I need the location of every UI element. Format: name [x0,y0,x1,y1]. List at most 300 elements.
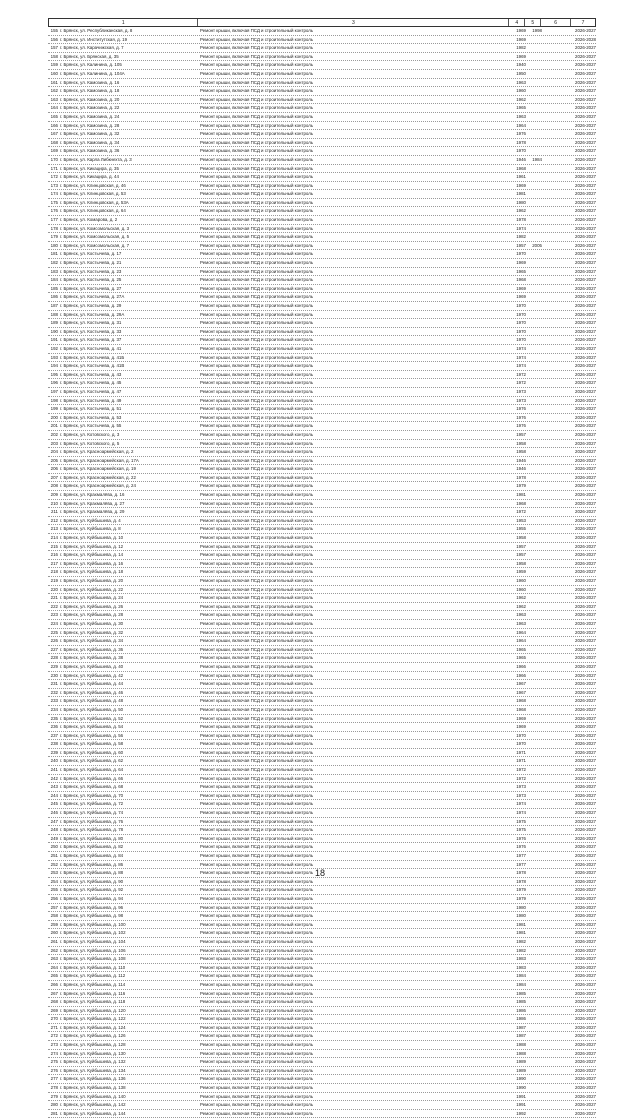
row-year-renovated [526,775,542,783]
row-work: Ремонт крыши, включая ПСД и строительный контроль [200,749,314,755]
row-address: г. Брянск, ул. Куйбышева, д. 134 [60,1067,126,1073]
row-year-built: 1967 [516,689,526,695]
row-work: Ремонт крыши, включая ПСД и строительный контроль [200,260,314,266]
row-year-built: 1992 [516,1110,526,1116]
row-year-renovated [526,990,542,998]
row-period: 2026-2027 [575,1024,596,1030]
row-year-built: 1968 [516,698,526,704]
row-year-renovated [526,508,542,516]
row-year-renovated [526,663,542,671]
row-year-built: 1970 [516,741,526,747]
table-row [48,715,596,724]
row-work: Ремонт крыши, включая ПСД и строительный контроль [200,569,314,575]
row-year-renovated: 1998 [532,28,542,33]
row-year-renovated [526,345,542,353]
row-period: 2026-2027 [575,543,596,549]
row-address: г. Брянск, ул. Калинина, д. 105 [60,62,122,68]
row-work: Ремонт крыши, включая ПСД и строительный контроль [200,629,314,635]
table-row [48,697,596,706]
table-row [48,886,596,895]
row-address: г. Брянск, ул. Красноармейская, д. 2 [60,449,134,455]
row-number: 247 [50,818,58,824]
row-year-built: 1980 [516,904,526,910]
row-number: 176 [50,208,58,214]
table-row [48,826,596,835]
row-year-built: 1964 [516,638,526,644]
row-period: 2026-2027 [575,28,596,33]
row-period: 2026-2027 [575,827,596,833]
table-row [48,431,596,440]
row-year-renovated [526,431,542,439]
row-address: г. Брянск, ул. Куйбышева, д. 32 [60,629,124,635]
row-period: 2026-2027 [575,260,596,266]
table-row [48,293,596,302]
row-year-renovated [526,586,542,594]
row-year-built: 1979 [516,895,526,901]
row-work: Ремонт крыши, включая ПСД и строительный контроль [200,595,314,601]
row-period: 2026-2027 [575,732,596,738]
row-number: 218 [50,569,58,575]
row-address: г. Брянск, ул. Клинцовская, д. 64 [60,208,126,214]
row-year-built: 1989 [516,1067,526,1073]
row-address: г. Брянск, ул. Костычева, д. 17 [60,251,122,257]
row-number: 209 [50,492,58,498]
row-address: г. Брянск, ул. Куйбышева, д. 100 [60,921,126,927]
row-address: г. Брянск, ул. Камозина, д. 24 [60,113,120,119]
row-period: 2026-2027 [575,603,596,609]
row-number: 191 [50,337,58,343]
row-year-renovated [526,285,542,293]
row-period: 2026-2027 [575,1016,596,1022]
table-row [48,706,596,715]
row-year-renovated: 1984 [532,156,542,162]
row-work: Ремонт крыши, включая ПСД и строительный контроль [200,895,314,901]
row-year-renovated [526,448,542,456]
header-col-4: 4 [509,19,525,26]
row-address: г. Брянск, ул. Куйбышева, д. 36 [60,646,124,652]
row-work: Ремонт крыши, включая ПСД и строительный контроль [200,165,314,171]
row-year-renovated [526,886,542,894]
table-row [48,362,596,371]
row-work: Ремонт крыши, включая ПСД и строительный контроль [200,698,314,704]
row-work: Ремонт крыши, включая ПСД и строительный контроль [200,1007,314,1013]
row-address: г. Брянск, ул. Костычева, д. 33 [60,328,122,334]
row-work: Ремонт крыши, включая ПСД и строительный контроль [200,1050,314,1056]
row-year-built: 1969 [516,53,526,59]
table-row [48,938,596,947]
row-number: 236 [50,724,58,730]
row-year-renovated [526,199,542,207]
row-year-renovated [526,53,542,61]
table-row [48,835,596,844]
row-period: 2026-2027 [575,139,596,145]
row-address: г. Брянск, ул. Куйбышева, д. 124 [60,1024,126,1030]
row-work: Ремонт крыши, включая ПСД и строительный контроль [200,139,314,145]
row-year-built: 1964 [516,122,526,128]
row-period: 2026-2027 [575,1085,596,1091]
row-year-built: 1968 [516,500,526,506]
row-year-renovated [526,70,542,78]
row-number: 245 [50,801,58,807]
row-address: г. Брянск, ул. Республиканская, д. 8 [60,28,133,33]
row-period: 2026-2027 [575,870,596,876]
row-period: 2026-2027 [575,165,596,171]
row-number: 277 [50,1076,58,1082]
row-period: 2026-2027 [575,964,596,970]
row-work: Ремонт крыши, включая ПСД и строительный контроль [200,79,314,85]
row-period: 2026-2028 [575,36,596,42]
row-period: 2026-2027 [575,45,596,51]
row-period: 2026-2027 [575,53,596,59]
row-number: 200 [50,414,58,420]
table-row [48,680,596,689]
row-work: Ремонт крыши, включая ПСД и строительный контроль [200,646,314,652]
table-row [48,70,596,79]
table-row [48,122,596,131]
table-row [48,689,596,698]
row-year-renovated [526,1015,542,1023]
row-address: г. Брянск, ул. Куйбышева, д. 10 [60,535,124,541]
row-address: г. Брянск, ул. Костычева, д. 51 [60,406,122,412]
table-row [48,147,596,156]
row-period: 2026-2027 [575,70,596,76]
row-period: 2026-2027 [575,182,596,188]
row-number: 268 [50,999,58,1005]
row-work: Ремонт крыши, включая ПСД и строительный контроль [200,440,314,446]
row-address: г. Брянск, ул. Красноармейская, д. 17А [60,457,139,463]
row-number: 217 [50,560,58,566]
table-row [48,929,596,938]
row-year-built: 1970 [516,732,526,738]
table-row [48,818,596,827]
table-row [48,998,596,1007]
row-year-renovated [526,147,542,155]
row-year-built: 1970 [516,311,526,317]
table-row [48,79,596,88]
row-number: 216 [50,552,58,558]
row-year-renovated [526,113,542,121]
row-work: Ремонт крыши, включая ПСД и строительный контроль [200,638,314,644]
row-address: г. Брянск, ул. Комсомольская, д. 5 [60,234,130,240]
row-work: Ремонт крыши, включая ПСД и строительный контроль [200,225,314,231]
row-year-built: 1981 [516,930,526,936]
row-period: 2026-2027 [575,414,596,420]
row-year-built: 1986 [516,1007,526,1013]
row-number: 204 [50,449,58,455]
row-work: Ремонт крыши, включая ПСД и строительный контроль [200,208,314,214]
row-address: г. Брянск, ул. Костычева, д. 41 [60,345,122,351]
row-address: г. Брянск, ул. Куйбышева, д. 122 [60,1016,126,1022]
row-work: Ремонт крыши, включая ПСД и строительный контроль [200,217,314,223]
row-number: 234 [50,706,58,712]
row-number: 202 [50,431,58,437]
row-number: 197 [50,388,58,394]
row-year-built: 1969 [516,28,526,33]
table-row [48,276,596,285]
table-row [48,182,596,191]
row-work: Ремонт крыши, включая ПСД и строительный контроль [200,62,314,68]
row-address: г. Брянск, ул. Куйбышева, д. 104 [60,938,126,944]
row-period: 2026-2027 [575,663,596,669]
row-year-built: 1978 [516,474,526,480]
row-year-renovated [526,629,542,637]
row-year-renovated [526,362,542,370]
row-year-built: 1990 [516,1076,526,1082]
row-number: 266 [50,981,58,987]
row-address: г. Брянск, ул. Куйбышева, д. 26 [60,603,124,609]
table-row [48,964,596,973]
row-year-built: 1968 [516,277,526,283]
row-year-renovated [526,1093,542,1101]
table-row [48,1101,596,1110]
row-year-renovated [526,929,542,937]
row-year-built: 1959 [516,569,526,575]
row-period: 2026-2027 [575,526,596,532]
row-period: 2026-2027 [575,337,596,343]
row-address: г. Брянск, ул. Камозина, д. 18 [60,88,120,94]
row-work: Ремонт крыши, включая ПСД и строительный контроль [200,509,314,515]
row-year-renovated [526,302,542,310]
row-year-built: 1967 [516,681,526,687]
row-address: г. Брянск, ул. Куйбышева, д. 42 [60,672,124,678]
row-work: Ремонт крыши, включая ПСД и строительный контроль [200,105,314,111]
row-year-renovated [526,955,542,963]
row-work: Ремонт крыши, включая ПСД и строительный контроль [200,242,314,248]
header-col-1: 1 [49,19,198,26]
row-period: 2026-2027 [575,913,596,919]
row-year-renovated [526,603,542,611]
row-year-renovated [526,835,542,843]
table-row [48,199,596,208]
row-address: г. Брянск, ул. Куйбышева, д. 102 [60,930,126,936]
row-address: г. Брянск, ул. Кикацира, д. 35 [60,165,119,171]
row-year-built: 1990 [516,1085,526,1091]
row-number: 161 [50,79,58,85]
row-number: 192 [50,345,58,351]
row-year-renovated [526,740,542,748]
row-year-renovated [526,525,542,533]
row-number: 188 [50,311,58,317]
row-year-renovated [526,732,542,740]
row-period: 2026-2027 [575,1007,596,1013]
table-row [48,259,596,268]
row-year-renovated [526,1075,542,1083]
table-row [48,165,596,174]
row-number: 271 [50,1024,58,1030]
row-period: 2026-2027 [575,303,596,308]
row-work: Ремонт крыши, включая ПСД и строительный контроль [200,191,314,197]
row-number: 175 [50,199,58,205]
row-number: 273 [50,1042,58,1048]
row-number: 259 [50,921,58,927]
header-col-5: 5 [525,19,541,26]
table-row [48,843,596,852]
row-number: 274 [50,1050,58,1056]
row-work: Ремонт крыши, включая ПСД и строительный контроль [200,853,314,858]
row-address: г. Брянск, ул. Костычева, д. 31 [60,320,122,326]
row-period: 2026-2027 [575,646,596,652]
table-header [48,18,596,27]
row-period: 2026-2027 [575,895,596,901]
row-work: Ремонт крыши, включая ПСД и строительный контроль [200,1042,314,1048]
row-work: Ремонт крыши, включая ПСД и строительный контроль [200,113,314,119]
row-work: Ремонт крыши, включая ПСД и строительный контроль [200,706,314,712]
row-work: Ремонт крыши, включая ПСД и строительный контроль [200,285,314,291]
table-row [48,749,596,758]
row-year-renovated [526,465,542,473]
row-address: г. Брянск, ул. Куйбышева, д. 82 [60,844,124,850]
row-number: 228 [50,655,58,661]
row-period: 2026-2027 [575,620,596,626]
row-number: 206 [50,466,58,472]
row-work: Ремонт крыши, включая ПСД и строительный контроль [200,320,314,326]
row-period: 2026-2027 [575,449,596,455]
row-period: 2026-2027 [575,1059,596,1065]
row-address: г. Брянск, ул. Куйбышева, д. 72 [60,801,124,807]
row-year-built: 1960 [516,88,526,94]
row-number: 199 [50,406,58,412]
row-work: Ремонт крыши, включая ПСД и строительный контроль [200,1076,314,1082]
row-address: г. Брянск, ул. Котовского, д. 5 [60,440,120,446]
row-address: г. Брянск, ул. Котовского, д. 3 [60,431,120,437]
row-year-built: 1976 [516,414,526,420]
row-year-renovated [526,268,542,276]
row-address: г. Брянск, ул. Камозина, д. 20 [60,96,120,102]
table-row [48,414,596,423]
row-year-built: 1976 [516,131,526,137]
row-period: 2026-2027 [575,380,596,386]
row-work: Ремонт крыши, включая ПСД и строительный контроль [200,517,314,523]
row-year-built: 1963 [516,113,526,119]
row-year-renovated [526,706,542,714]
row-period: 2026-2027 [575,88,596,94]
table-row [48,474,596,483]
row-work: Ремонт крыши, включая ПСД и строительный контроль [200,388,314,394]
row-address: г. Брянск, ул. Камозина, д. 22 [60,105,120,111]
row-work: Ремонт крыши, включая ПСД и строительный контроль [200,913,314,919]
table-row [48,723,596,732]
row-address: г. Брянск, ул. Куйбышева, д. 8 [60,526,121,532]
row-year-built: 1958 [516,440,526,446]
row-period: 2026-2027 [575,328,596,334]
table-row [48,216,596,225]
row-number: 189 [50,320,58,326]
table-row [48,525,596,534]
row-work: Ремонт крыши, включая ПСД и строительный контроль [200,586,314,592]
row-year-built: 1953 [516,517,526,523]
row-number: 279 [50,1093,58,1099]
row-year-renovated [526,250,542,258]
row-address: г. Брянск, ул. Куйбышева, д. 64 [60,767,124,773]
row-address: г. Брянск, ул. Куйбышева, д. 116 [60,990,126,996]
row-period: 2026-2027 [575,586,596,592]
row-year-built: 1970 [516,148,526,154]
row-address: г. Брянск, ул. Костычева, д. 29А [60,311,125,317]
table-row [48,800,596,809]
row-year-built: 1991 [516,1093,526,1099]
row-number: 253 [50,870,58,876]
row-address: г. Брянск, ул. Костычева, д. 23 [60,268,122,274]
row-work: Ремонт крыши, включая ПСД и строительный контроль [200,887,314,893]
row-period: 2026-2027 [575,79,596,85]
row-year-built: 1972 [516,775,526,781]
row-year-built: 1980 [516,913,526,919]
row-work: Ремонт крыши, включая ПСД и строительный контроль [200,681,314,687]
row-year-built: 1975 [516,818,526,824]
row-address: г. Брянск, ул. Куйбышева, д. 24 [60,595,124,601]
row-period: 2026-2027 [575,535,596,541]
row-year-built: 1964 [516,629,526,635]
row-period: 2026-2027 [575,835,596,841]
row-year-built: 1958 [516,535,526,541]
row-year-built: 1957 [516,543,526,549]
row-work: Ремонт крыши, включая ПСД и строительный контроль [200,535,314,541]
table-row [48,740,596,749]
row-address: г. Брянск, ул. Комсомольская, д. 7 [60,242,130,248]
row-year-built: 1979 [516,483,526,489]
row-year-renovated [526,311,542,319]
row-number: 173 [50,182,58,188]
row-work: Ремонт крыши, включая ПСД и строительный контроль [200,1059,314,1065]
row-work: Ремонт крыши, включая ПСД и строительный контроль [200,689,314,695]
row-year-renovated [526,723,542,731]
table-row [48,972,596,981]
row-address: г. Брянск, ул. Камозина, д. 32 [60,131,120,137]
row-work: Ремонт крыши, включая ПСД и строительный контроль [200,560,314,566]
row-year-renovated [526,637,542,645]
row-address: г. Брянск, ул. Комсомольская, д. 3 [60,225,130,231]
row-period: 2026-2027 [575,285,596,291]
row-number: 272 [50,1033,58,1039]
row-address: г. Брянск, ул. Куйбышева, д. 110 [60,964,126,970]
row-period: 2026-2027 [575,217,596,223]
row-year-renovated [526,44,542,52]
row-period: 2026-2027 [575,96,596,102]
row-year-built: 1981 [516,191,526,197]
row-work: Ремонт крыши, включая ПСД и строительный контроль [200,1024,314,1030]
row-address: г. Брянск, ул. Куйбышева, д. 46 [60,689,124,695]
table-row [48,61,596,70]
row-period: 2026-2027 [575,457,596,463]
row-year-renovated [526,1084,542,1092]
row-period: 2026-2027 [575,612,596,618]
row-year-renovated [526,577,542,585]
row-year-built: 1957 [516,431,526,437]
table-row [48,603,596,612]
row-year-built: 1971 [516,758,526,764]
row-number: 160 [50,70,58,76]
row-period: 2026-2027 [575,973,596,979]
row-year-renovated [526,646,542,654]
header-col-7: 7 [581,20,585,26]
table-row [48,792,596,801]
row-year-built: 1975 [516,827,526,833]
table-row [48,629,596,638]
row-work: Ремонт крыши, включая ПСД и строительный контроль [200,234,314,240]
table-row [48,491,596,500]
row-number: 196 [50,380,58,386]
row-year-built: 1971 [516,749,526,755]
table-row [48,53,596,62]
row-period: 2026-2027 [575,629,596,635]
row-period: 2026-2027 [575,122,596,128]
row-work: Ремонт крыши, включая ПСД и строительный контроль [200,1110,314,1116]
row-year-renovated [526,1024,542,1032]
row-year-built: 1981 [516,921,526,927]
row-period: 2026-2027 [575,440,596,446]
row-period: 2026-2027 [575,921,596,927]
row-number: 242 [50,775,58,781]
